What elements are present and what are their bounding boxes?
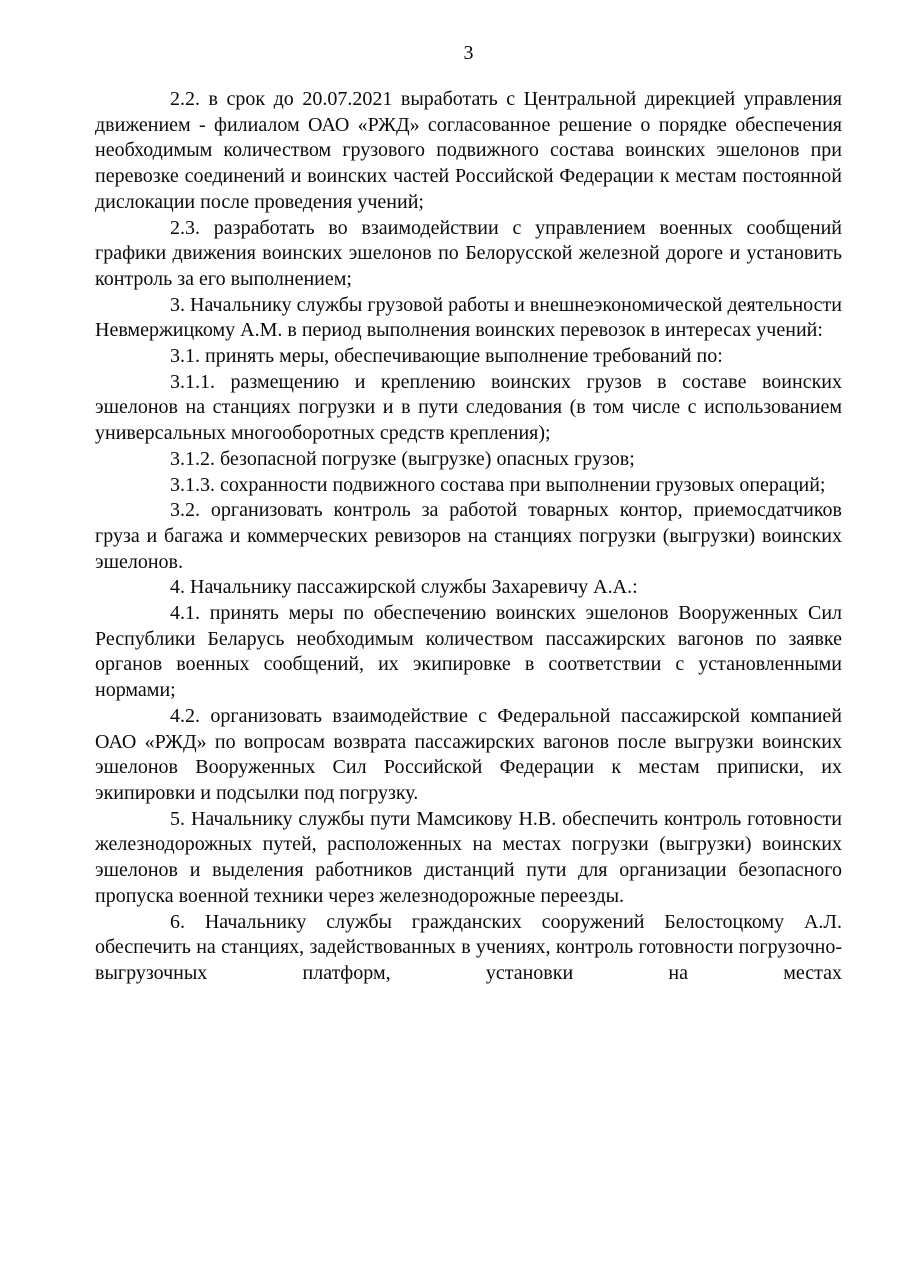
paragraph <box>95 87 842 216</box>
paragraph-text: Начальнику службы грузовой работы и внешнеэкономической деятельности Невмержицкому А.М. в период выполнения воинских перевозок в интересах учений: <box>95 293 842 342</box>
paragraph <box>95 473 842 499</box>
paragraph <box>95 704 842 807</box>
paragraph-number: 2.3. <box>170 216 200 239</box>
paragraph-text: принять меры по обеспечению воинских эшелонов Вооруженных Сил Республики Беларусь необходимым количеством пассажирских вагонов по заявке органов военных сообщений, их экипировке в соответствии с установленными нормами; <box>95 602 843 702</box>
paragraph-text: безопасной погрузке (выгрузке) опасных грузов; <box>220 447 635 470</box>
paragraph-number: 6. <box>170 910 185 933</box>
paragraph-number: 3.1. <box>170 345 200 368</box>
paragraph-text: в срок до 20.07.2021 выработать с Центральной дирекцией управления движением - филиалом ОАО «РЖД» согласованное решение о порядке обеспечения необходимым количеством грузового подвижного состава воинских эшелонов при перевозке соединений и воинских частей Российской Федерации к местам постоянной дислокации после проведения учений; <box>95 88 842 213</box>
paragraph <box>95 910 842 987</box>
paragraph-text: принять меры, обеспечивающие выполнение требований по: <box>205 345 723 368</box>
paragraph-number: 4.2. <box>170 704 200 727</box>
paragraph-text: размещению и креплению воинских грузов в составе воинских эшелонов на станциях погрузки и в пути следования (в том числе с использованием универсальных многооборотных средств крепления); <box>95 370 842 445</box>
document-body <box>95 87 842 987</box>
paragraph <box>95 601 842 704</box>
paragraph-text: разработать во взаимодействии с управлением военных сообщений графики движения воинских эшелонов по Белорусской железной дороге и установить контроль за его выполнением; <box>95 216 843 290</box>
paragraph-number: 4. <box>170 576 185 599</box>
paragraph-number: 3. <box>170 293 185 316</box>
paragraph-text: Начальнику службы гражданских сооружений Белостоцкому А.Л. обеспечить на станциях, задействованных в учениях, контроль готовности погрузочно-выгрузочных платформ, установки на местах <box>95 910 842 984</box>
paragraph <box>95 216 842 293</box>
paragraph-number: 2.2. <box>170 88 200 110</box>
paragraph-text: Начальнику пассажирской службы Захаревичу А.А.: <box>190 576 638 599</box>
paragraph-text: организовать взаимодействие с Федеральной пассажирской компанией ОАО «РЖД» по вопросам возврата пассажирских вагонов после выгрузки воинских эшелонов Вооруженных Сил Российской Федерации к местам приписки, их экипировки и подсылки под погрузку. <box>95 704 842 804</box>
paragraph-number: 4.1. <box>170 602 200 625</box>
paragraph-number: 3.2. <box>170 499 200 522</box>
page-number: 3 <box>463 42 474 64</box>
paragraph-text: Начальнику службы пути Мамсикову Н.В. обеспечить контроль готовности железнодорожных путей, расположенных на местах погрузки (выгрузки) воинских эшелонов и выделения работников дистанций пути для организации безопасного пропуска военной техники через железнодорожные переезды. <box>95 807 843 907</box>
paragraph-number: 3.1.3. <box>170 473 215 496</box>
paragraph <box>95 370 842 447</box>
paragraph-number: 3.1.1. <box>170 370 215 393</box>
paragraph-text: организовать контроль за работой товарных контор, приемосдатчиков груза и багажа и коммерческих ревизоров на станциях погрузки (выгрузки) воинских эшелонов. <box>95 499 842 573</box>
paragraph <box>95 575 842 601</box>
paragraph <box>95 293 842 344</box>
paragraph-number: 3.1.2. <box>170 447 215 470</box>
paragraph <box>95 807 842 910</box>
paragraph-text: сохранности подвижного состава при выполнении грузовых операций; <box>220 473 826 496</box>
paragraph <box>95 447 842 473</box>
paragraph <box>95 498 842 575</box>
paragraph <box>95 344 842 370</box>
paragraph-number: 5. <box>170 807 185 830</box>
